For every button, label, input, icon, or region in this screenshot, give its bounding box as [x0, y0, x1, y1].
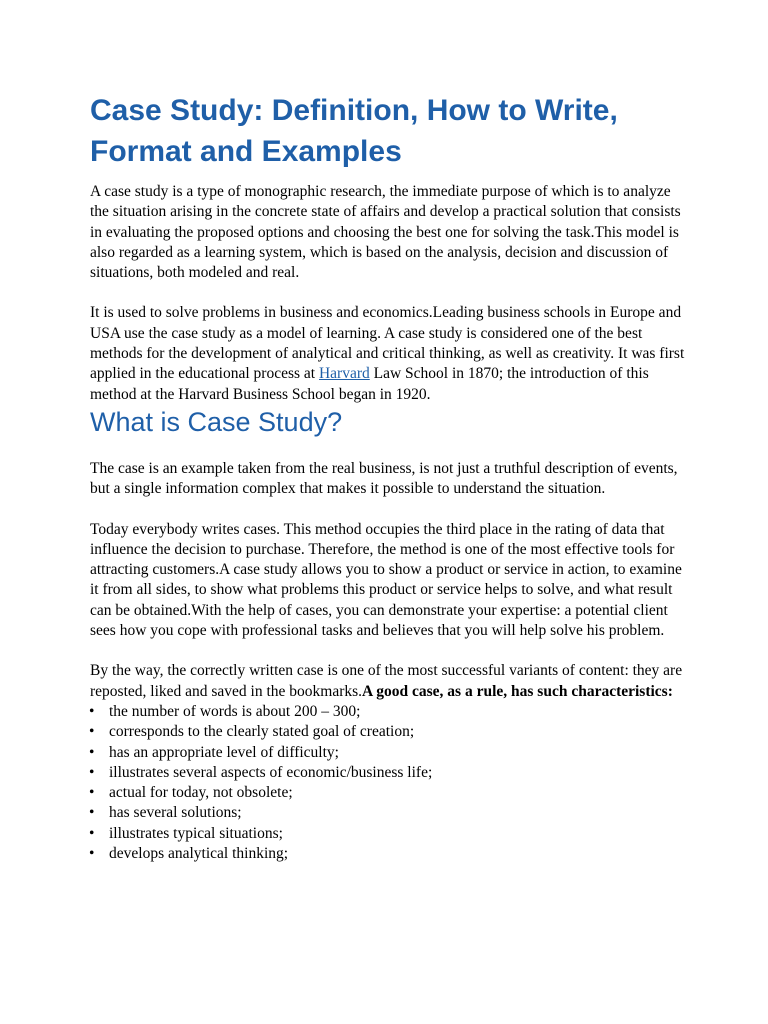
list-item-text: the number of words is about 200 – 300; — [109, 702, 361, 720]
section-heading: What is Case Study? — [90, 406, 343, 437]
bullet-icon: • — [89, 784, 95, 802]
bullet-icon: • — [89, 763, 95, 781]
bullet-icon: • — [89, 743, 95, 761]
bullet-icon: • — [89, 723, 95, 741]
way-paragraph-bold: A good case, as a rule, has such characteristics: — [362, 682, 673, 700]
intro-paragraph: A case study is a type of monographic research, the immediate purpose of which is to analyze the situation arising in the concrete state of affairs and develop a practical solution that consists in evaluating the proposed options and choosing the best one for solving the task.This model is also regarded as a learning system, which is based on the analysis, decision and discussion of situations, both modeled and real. — [90, 183, 681, 282]
harvard-link[interactable]: Harvard — [318, 365, 370, 383]
list-item-text: corresponds to the clearly stated goal of creation; — [109, 723, 415, 741]
list-item-text: actual for today, not obsolete; — [109, 784, 293, 802]
usage-text-after-link: Law School in 1870; the introduction of this method at the Harvard Business School began in 1920. — [90, 365, 649, 403]
list-item-text: has an appropriate level of difficulty; — [109, 743, 339, 761]
bullet-icon: • — [89, 845, 95, 863]
usage-paragraph — [90, 303, 690, 404]
list-item — [90, 824, 690, 844]
bullet-icon: • — [89, 804, 95, 822]
page-title: Case Study: Definition, How to Write, Format and Examples — [90, 94, 618, 168]
list-item — [90, 702, 690, 722]
bullet-icon: • — [89, 824, 95, 842]
list-item — [90, 763, 690, 783]
list-item-text: illustrates typical situations; — [109, 824, 283, 842]
list-item-text: develops analytical thinking; — [109, 845, 289, 863]
list-item — [90, 743, 690, 763]
list-item-text: has several solutions; — [109, 804, 242, 822]
bullet-icon: • — [89, 702, 95, 720]
document-page — [90, 90, 690, 864]
list-item — [90, 722, 690, 742]
usage-text-before-link: It is used to solve problems in business and economics.Leading business schools in Europe and USA use the case study as a model of learning. A case study is considered one of the best methods for the development of analytical and critical thinking, as well as creativity. It was first applied in the educational process at — [90, 304, 685, 383]
list-item — [90, 783, 690, 803]
way-paragraph-text: By the way, the correctly written case is one of the most successful variants of content: they are reposted, liked and saved in the bookmarks. — [90, 662, 683, 700]
today-paragraph: Today everybody writes cases. This method occupies the third place in the rating of data that influence the decision to purchase. Therefore, the method is one of the most effective tools for attracting customers.A case study allows you to show a product or service in action, to examine it from all sides, to show what problems this product or service helps to solve, and what result can be obtained.With the help of cases, you can demonstrate your expertise: a potential client sees how you cope with professional tasks and believes that you will help solve his problem. — [90, 520, 682, 640]
list-item — [90, 844, 690, 864]
case-paragraph: The case is an example taken from the real business, is not just a truthful description of events, but a single information complex that makes it possible to understand the situation. — [90, 459, 678, 498]
list-item-text: illustrates several aspects of economic/business life; — [109, 763, 433, 781]
characteristics-list — [90, 702, 690, 864]
way-paragraph — [90, 661, 690, 702]
list-item — [90, 803, 690, 823]
